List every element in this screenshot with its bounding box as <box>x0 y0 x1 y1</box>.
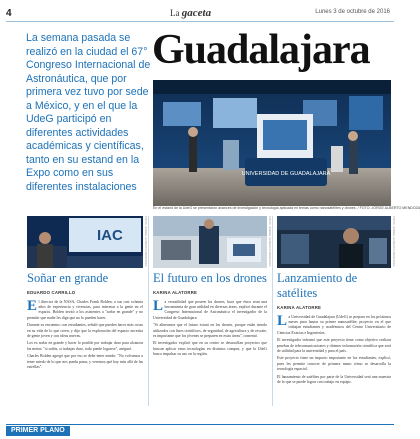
photo-credit: FOTO: JORGE ALBERTO MENDOZA <box>144 216 148 267</box>
article-paragraph: El director de la NASA, Charles Frank Bolden, a sus casi ochenta años de experiencia y vivencias, para interesar a la gente en el espacio. Bolden invitó a los asistentes a "soñar en grande" y no permitir que nadie les diga que no lo pueden hacer. <box>27 298 143 320</box>
article-body <box>153 300 267 357</box>
issue-date: Lunes 3 de octubre de 2016 <box>315 9 390 15</box>
page-header <box>0 0 400 22</box>
article-paragraph: "Si alineamos que el futuro estará en los drones, porque están siendo utilizados con fines científicos, de seguridad, de agricultura y de rescate, es importante que los jóvenes se preparen en estas áreas", comentó. <box>153 323 267 338</box>
article-body <box>277 315 391 385</box>
article-paragraph: Los ex soñar en grande y hacer lo posible por trabajar duro para alcanzar las metas: "si soñás, si trabajas duro, todo puede lograrse", aseguró. <box>27 341 143 351</box>
header-rule <box>6 21 394 22</box>
photo-credit: FOTO: JORGE ALBERTO MENDOZA <box>392 216 396 267</box>
page-footer <box>6 424 394 435</box>
article-title: Lanzamiento de satélites <box>277 271 358 300</box>
article-paragraph: Durante su encuentro con estudiantes, señaló que pueden hacer más cosas en su vida de lo que creen, y dijo que la exploración del espacio necesita de gente joven y con ideas nuevas. <box>27 323 143 338</box>
article-author: EDUARDO CARRILLO <box>27 290 76 295</box>
drop-cap: E <box>27 298 38 314</box>
page-number: 4 <box>6 8 12 19</box>
photo-drones <box>153 216 267 268</box>
article-author: KARINA ALATORRE <box>153 290 198 295</box>
photo-sign-text: IAC <box>97 227 123 244</box>
article-paragraph: La versatilidad que poseen los drones, hace que éstos sean una herramienta de gran utilidad en diversas áreas, explicó durante el Congreso Internacional de Astronáutica el investigador de la Universidad de Guadalajara. <box>153 298 267 320</box>
column-divider <box>272 216 273 406</box>
masthead <box>170 7 211 19</box>
article-title: El futuro en los drones <box>153 271 267 285</box>
photo-credit: FOTO: JORGE ALBERTO MENDOZA <box>268 216 272 267</box>
article-author: KARINA ALATORRE <box>277 305 322 310</box>
photo-satellites <box>277 216 391 268</box>
article-paragraph: La Universidad de Guadalajara (UdeG) se prepara en los próximos meses para lanzar su primer nanosatélite, proyecto en el que trabajan estudiantes y académicos del Centro Universitario de Ciencias Exactas e Ingenierías. <box>277 313 391 335</box>
article-lanzamiento-satelites <box>277 271 391 387</box>
main-photo-caption: En el estand de la UdeG se presentaron avances de investigación y tecnología aplicada en temas como nanosatélites y drones. / FOTO: JORGE ALBERTO MENDOZA <box>153 206 420 210</box>
article-futuro-drones <box>153 271 267 360</box>
booth-sign-text: UNIVERSIDAD DE GUADALAJARA <box>241 171 331 177</box>
drop-cap: L <box>277 313 288 329</box>
article-sonar-en-grande <box>27 271 143 372</box>
lead-paragraph: La semana pasada se realizó en la ciudad el 67° Congreso Internacional de Astronáutica, que por primera vez tuvo por sede a México, y en el que la UdeG participó en diferentes actividades académicas y científicas, tanto en su estand en la Expo como en sus diferentes instalaciones <box>26 32 151 193</box>
article-paragraph: El investigador informó que este proyecto tiene como objetivo realizar pruebas de telecomunicaciones y obtener información científica que será de utilidad para la universidad y para el país. <box>277 338 391 353</box>
masthead-prefix: La <box>170 8 180 18</box>
section-label: PRIMER PLANO <box>6 426 70 436</box>
main-photo <box>153 80 391 206</box>
article-paragraph: El investigador explicó que en su centro se desarrollan proyectos que buscan aplicar estas tecnologías en distintos campos, y que la UdeG busca impulsar su uso en la región. <box>153 341 267 356</box>
photo-conference-stage <box>27 216 143 268</box>
masthead-name: gaceta <box>181 7 212 19</box>
article-body <box>27 300 143 370</box>
article-paragraph: Este proyecto tiene un impacto importante en los estudiantes, explicó, pues les permite conocer de primera mano cómo se desarrolla la tecnología espacial. <box>277 356 391 371</box>
article-paragraph: El lanzamiento de satélites por parte de la Universidad será una muestra de lo que se puede lograr con trabajo en equipo. <box>277 374 391 384</box>
column-divider <box>148 216 149 406</box>
article-paragraph: Charles Bolden agregó que por eso se debe tener miedo: "No volvamos a tener miedo de lo que nos pueda pasar, y veremos qué hay más allá de las estrellas". <box>27 354 143 369</box>
article-title: Soñar en grande <box>27 271 109 285</box>
drop-cap: L <box>153 298 164 314</box>
section-headline: Guadalajara <box>152 27 370 73</box>
